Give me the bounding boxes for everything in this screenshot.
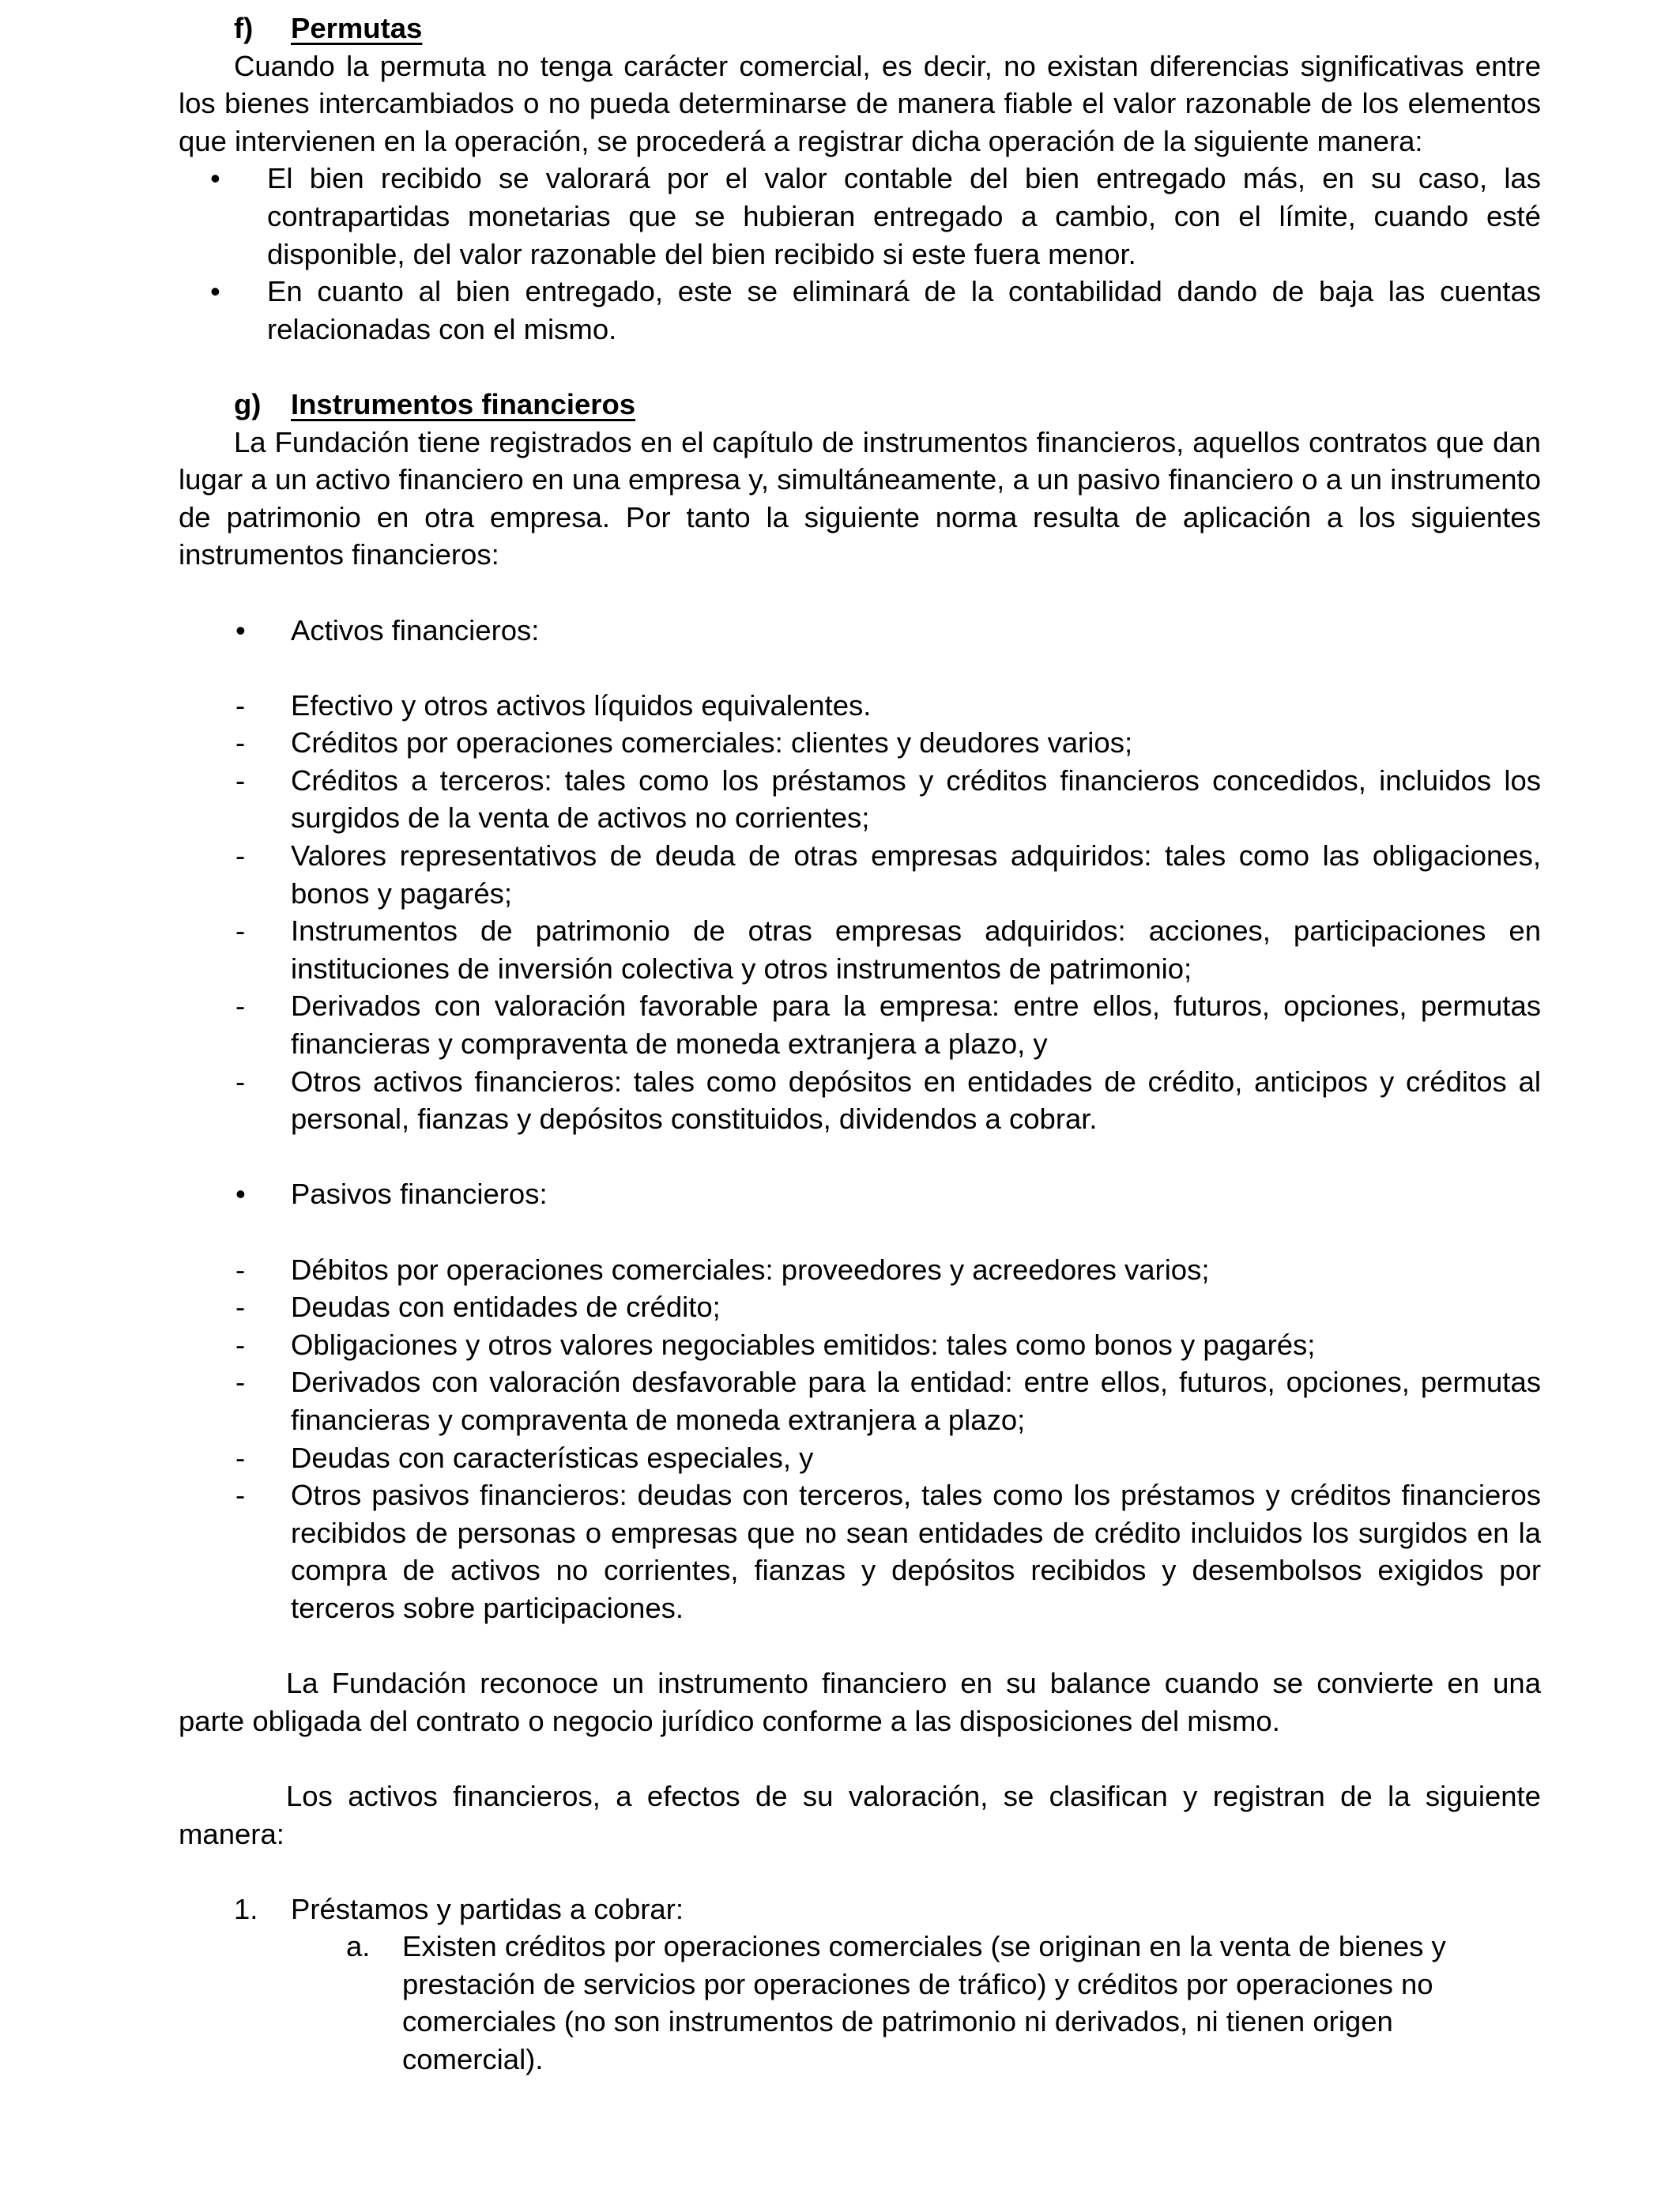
numbered-item-text: Préstamos y partidas a cobrar: [291,1892,684,1925]
pasivo-item: - Otros pasivos financieros: deudas con terceros, tales como los préstamos y créditos financieros recibidos de personas o empresas que no sean entidades de crédito incluidos los surgidos en la compra de activos no corrientes, fianzas y depósitos recibidos y desembolsos exigidos por terceros sobre participaciones. [179,1476,1541,1627]
lettered-subitem [179,1928,1541,2078]
pasivos-financieros-label: • Pasivos financieros: [179,1175,1541,1213]
activo-item: - Efectivo y otros activos líquidos equivalentes. [179,687,1541,725]
section-g-letter: g) [234,387,262,420]
numbered-item-marker: 1. [234,1892,258,1925]
activo-item: - Créditos a terceros: tales como los préstamos y créditos financieros concedidos, incluidos los surgidos de la venta de activos no corrientes; [179,762,1541,837]
activos-financieros-label: • Activos financieros: [179,612,1541,650]
numbered-item [179,1891,1541,1928]
section-f-title: Permutas [291,12,423,44]
activo-item: - Instrumentos de patrimonio de otras empresas adquiridos: acciones, participaciones en instituciones de inversión colectiva y otros instrumentos de patrimonio; [179,912,1541,987]
section-f-paragraph: Cuando la permuta no tenga carácter comercial, es decir, no existan diferencias significativas entre los bienes intercambiados o no pueda determinarse de manera fiable el valor razonable de los elementos que intervienen en la operación, se procederá a registrar dicha operación de la siguiente manera: [179,49,1541,157]
recognition-paragraph: La Fundación reconoce un instrumento financiero en su balance cuando se convierte en una parte obligada del contrato o negocio jurídico conforme a las disposiciones del mismo. [179,1667,1541,1737]
activo-item: - Créditos por operaciones comerciales: clientes y deudores varios; [179,724,1541,762]
pasivo-item: - Derivados con valoración desfavorable para la entidad: entre ellos, futuros, opciones, permutas financieras y compraventa de moneda extranjera a plazo; [179,1363,1541,1438]
classification-paragraph: Los activos financieros, a efectos de su valoración, se clasifican y registran de la siguiente manera: [179,1779,1541,1850]
pasivo-item: - Obligaciones y otros valores negociables emitidos: tales como bonos y pagarés; [179,1326,1541,1364]
section-g-paragraph: La Fundación tiene registrados en el capítulo de instrumentos financieros, aquellos contratos que dan lugar a un activo financiero en una empresa y, simultáneamente, a un pasivo financiero o a un instrumento de patrimonio en otra empresa. Por tanto la siguiente norma resulta de aplicación a los siguientes instrumentos financieros: [179,425,1541,571]
lettered-subitem-marker: a. [346,1930,371,1963]
section-f-bullet: • En cuanto al bien entregado, este se eliminará de la contabilidad dando de baja las cuentas relacionadas con el mismo. [179,273,1541,348]
activo-item: - Otros activos financieros: tales como depósitos en entidades de crédito, anticipos y créditos al personal, fianzas y depósitos constituidos, dividendos a cobrar. [179,1063,1541,1138]
lettered-subitem-text: Existen créditos por operaciones comerciales (se originan en la venta de bienes y prestación de servicios por operaciones de tráfico) y créditos por operaciones no comerciales (no son instrumentos de patrimonio ni derivados, ni tienen origen comercial). [402,1930,1446,2076]
activo-item: - Derivados con valoración favorable para la empresa: entre ellos, futuros, opciones, permutas financieras y compraventa de moneda extranjera a plazo, y [179,987,1541,1062]
section-f-heading [234,9,1541,47]
pasivo-item: - Deudas con características especiales, y [179,1439,1541,1477]
section-f-bullet: • El bien recibido se valorará por el valor contable del bien entregado más, en su caso, las contrapartidas monetarias que se hubieran entregado a cambio, con el límite, cuando esté disponible, del valor razonable del bien recibido si este fuera menor. [179,160,1541,273]
section-g-heading [234,386,1541,424]
pasivo-item: - Deudas con entidades de crédito; [179,1288,1541,1326]
pasivo-item: - Débitos por operaciones comerciales: proveedores y acreedores varios; [179,1251,1541,1289]
section-f-letter: f) [234,12,254,44]
activo-item: - Valores representativos de deuda de otras empresas adquiridos: tales como las obligaciones, bonos y pagarés; [179,837,1541,912]
section-g-title: Instrumentos financieros [291,387,636,420]
document-page [179,9,1541,2079]
